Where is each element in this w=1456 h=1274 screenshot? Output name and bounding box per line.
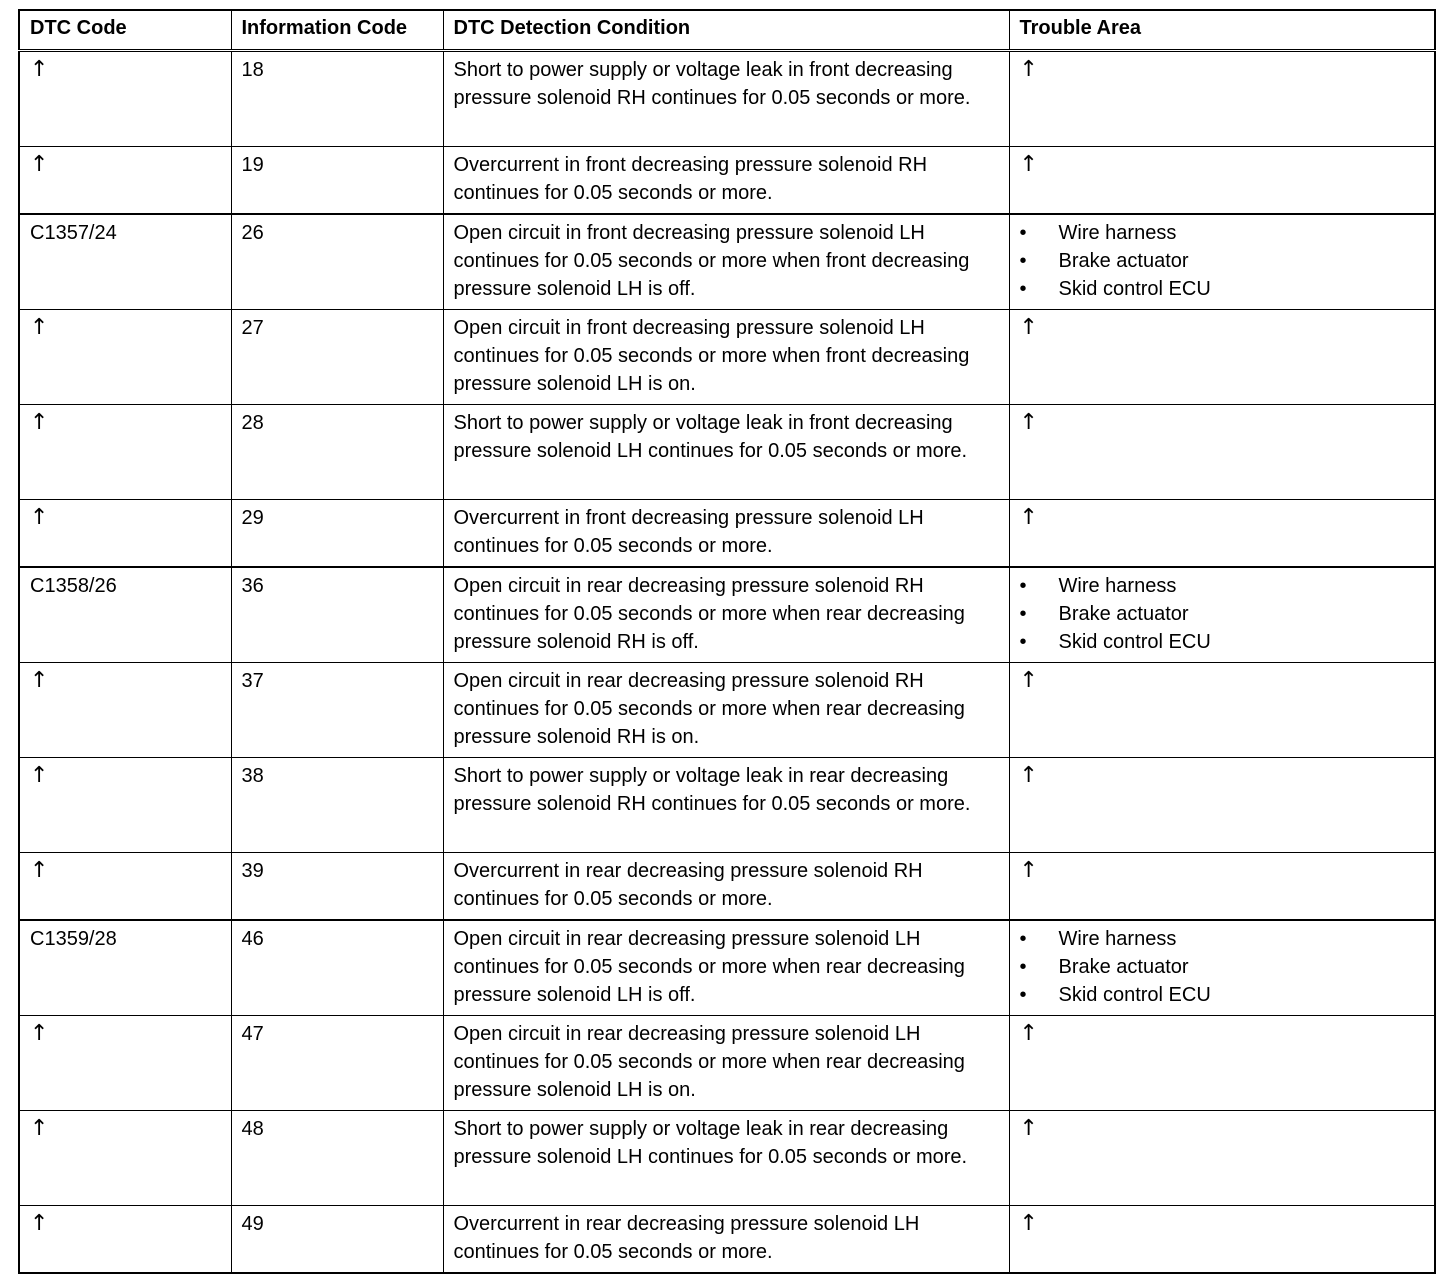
table-row (19, 920, 1435, 1016)
cell-dtc-code (19, 1206, 231, 1274)
cell-dtc-code (19, 920, 231, 1016)
trouble-area-list (1020, 925, 1425, 1009)
cell-detection-condition: Overcurrent in front decreasing pressure solenoid LH continues for 0.05 seconds or more. (443, 500, 1009, 568)
cell-information-code: 39 (231, 853, 443, 921)
cell-detection-condition: Open circuit in front decreasing pressure solenoid LH continues for 0.05 seconds or more when front decreasing pressure solenoid LH is off. (443, 214, 1009, 310)
same-as-above-arrow-icon: ↑ (1019, 763, 1038, 788)
table-row (19, 310, 1435, 405)
same-as-above-arrow-icon: ↑ (1019, 57, 1038, 82)
trouble-area-label: Brake actuator (1058, 603, 1189, 625)
cell-dtc-code (19, 1016, 231, 1111)
trouble-area-item (1020, 572, 1425, 600)
bullet-icon: • (1019, 984, 1027, 1006)
same-as-above-arrow-icon: ↑ (1019, 1211, 1038, 1236)
cell-dtc-code (19, 214, 231, 310)
header-information-code: Information Code (231, 10, 443, 51)
cell-dtc-code (19, 567, 231, 663)
table-body (19, 51, 1435, 1274)
dtc-code-text: C1359/28 (30, 928, 117, 950)
cell-trouble-area (1009, 214, 1435, 310)
trouble-area-item (1020, 600, 1425, 628)
table-row (19, 1111, 1435, 1206)
cell-detection-condition: Overcurrent in rear decreasing pressure solenoid RH continues for 0.05 seconds or more. (443, 853, 1009, 921)
header-dtc-code: DTC Code (19, 10, 231, 51)
cell-information-code: 46 (231, 920, 443, 1016)
trouble-area-item (1020, 275, 1425, 303)
cell-detection-condition: Overcurrent in front decreasing pressure solenoid RH continues for 0.05 seconds or more. (443, 147, 1009, 215)
cell-trouble-area (1009, 51, 1435, 147)
same-as-above-arrow-icon: ↑ (1019, 1021, 1038, 1046)
cell-detection-condition: Open circuit in rear decreasing pressure solenoid LH continues for 0.05 seconds or more when rear decreasing pressure solenoid LH is on. (443, 1016, 1009, 1111)
trouble-area-label: Brake actuator (1058, 250, 1189, 272)
cell-information-code: 29 (231, 500, 443, 568)
trouble-area-label: Skid control ECU (1058, 631, 1211, 653)
table-row (19, 147, 1435, 215)
cell-information-code: 18 (231, 51, 443, 147)
bullet-icon: • (1019, 603, 1027, 625)
trouble-area-item (1020, 981, 1425, 1009)
cell-dtc-code (19, 310, 231, 405)
same-as-above-arrow-icon: ↑ (1019, 505, 1038, 530)
same-as-above-arrow-icon: ↑ (1019, 858, 1038, 883)
same-as-above-arrow-icon: ↑ (1019, 1116, 1038, 1141)
same-as-above-arrow-icon: ↑ (30, 668, 49, 693)
trouble-area-item (1020, 953, 1425, 981)
cell-dtc-code (19, 758, 231, 853)
table-row (19, 1206, 1435, 1274)
bullet-icon: • (1019, 956, 1027, 978)
table-row (19, 51, 1435, 147)
table-row (19, 758, 1435, 853)
cell-dtc-code (19, 51, 231, 147)
cell-trouble-area (1009, 1206, 1435, 1274)
table-row (19, 663, 1435, 758)
trouble-area-item (1020, 628, 1425, 656)
trouble-area-label: Brake actuator (1058, 956, 1189, 978)
same-as-above-arrow-icon: ↑ (1019, 315, 1038, 340)
cell-trouble-area (1009, 1016, 1435, 1111)
same-as-above-arrow-icon: ↑ (30, 1116, 49, 1141)
dtc-table (18, 9, 1436, 1274)
bullet-icon: • (1019, 575, 1027, 597)
cell-detection-condition: Short to power supply or voltage leak in rear decreasing pressure solenoid RH continues for 0.05 seconds or more. (443, 758, 1009, 853)
trouble-area-label: Wire harness (1058, 575, 1177, 597)
cell-trouble-area (1009, 1111, 1435, 1206)
bullet-icon: • (1019, 278, 1027, 300)
cell-information-code: 49 (231, 1206, 443, 1274)
cell-detection-condition: Short to power supply or voltage leak in front decreasing pressure solenoid LH continues for 0.05 seconds or more. (443, 405, 1009, 500)
table-header (19, 10, 1435, 51)
table-row (19, 1016, 1435, 1111)
bullet-icon: • (1019, 928, 1027, 950)
cell-information-code: 19 (231, 147, 443, 215)
cell-detection-condition: Open circuit in rear decreasing pressure solenoid LH continues for 0.05 seconds or more when rear decreasing pressure solenoid LH is off. (443, 920, 1009, 1016)
same-as-above-arrow-icon: ↑ (30, 1021, 49, 1046)
table-row (19, 567, 1435, 663)
table-row (19, 853, 1435, 921)
cell-trouble-area (1009, 310, 1435, 405)
cell-trouble-area (1009, 853, 1435, 921)
cell-detection-condition: Open circuit in front decreasing pressure solenoid LH continues for 0.05 seconds or more when front decreasing pressure solenoid LH is on. (443, 310, 1009, 405)
cell-dtc-code (19, 853, 231, 921)
header-row (19, 10, 1435, 51)
trouble-area-label: Wire harness (1058, 928, 1177, 950)
cell-trouble-area (1009, 147, 1435, 215)
cell-information-code: 38 (231, 758, 443, 853)
cell-trouble-area (1009, 663, 1435, 758)
table-row (19, 214, 1435, 310)
same-as-above-arrow-icon: ↑ (30, 152, 49, 177)
same-as-above-arrow-icon: ↑ (30, 858, 49, 883)
same-as-above-arrow-icon: ↑ (30, 505, 49, 530)
cell-information-code: 27 (231, 310, 443, 405)
cell-detection-condition: Short to power supply or voltage leak in rear decreasing pressure solenoid LH continues for 0.05 seconds or more. (443, 1111, 1009, 1206)
cell-information-code: 28 (231, 405, 443, 500)
cell-dtc-code (19, 1111, 231, 1206)
cell-dtc-code (19, 405, 231, 500)
trouble-area-item (1020, 219, 1425, 247)
same-as-above-arrow-icon: ↑ (30, 57, 49, 82)
header-trouble-area: Trouble Area (1009, 10, 1435, 51)
cell-trouble-area (1009, 920, 1435, 1016)
dtc-code-text: C1357/24 (30, 222, 117, 244)
same-as-above-arrow-icon: ↑ (1019, 668, 1038, 693)
cell-dtc-code (19, 500, 231, 568)
table-row (19, 500, 1435, 568)
table-row (19, 405, 1435, 500)
cell-trouble-area (1009, 567, 1435, 663)
bullet-icon: • (1019, 250, 1027, 272)
cell-detection-condition: Short to power supply or voltage leak in front decreasing pressure solenoid RH continues for 0.05 seconds or more. (443, 51, 1009, 147)
cell-information-code: 47 (231, 1016, 443, 1111)
header-detection-condition: DTC Detection Condition (443, 10, 1009, 51)
cell-detection-condition: Open circuit in rear decreasing pressure solenoid RH continues for 0.05 seconds or more when rear decreasing pressure solenoid RH is on. (443, 663, 1009, 758)
dtc-code-text: C1358/26 (30, 575, 117, 597)
trouble-area-list (1020, 219, 1425, 303)
bullet-icon: • (1019, 631, 1027, 653)
cell-trouble-area (1009, 758, 1435, 853)
trouble-area-list (1020, 572, 1425, 656)
bullet-icon: • (1019, 222, 1027, 244)
trouble-area-label: Skid control ECU (1058, 278, 1211, 300)
trouble-area-item (1020, 925, 1425, 953)
cell-information-code: 37 (231, 663, 443, 758)
trouble-area-label: Wire harness (1058, 222, 1177, 244)
trouble-area-item (1020, 247, 1425, 275)
cell-detection-condition: Overcurrent in rear decreasing pressure solenoid LH continues for 0.05 seconds or more. (443, 1206, 1009, 1274)
same-as-above-arrow-icon: ↑ (30, 315, 49, 340)
cell-information-code: 36 (231, 567, 443, 663)
cell-trouble-area (1009, 500, 1435, 568)
same-as-above-arrow-icon: ↑ (30, 763, 49, 788)
trouble-area-label: Skid control ECU (1058, 984, 1211, 1006)
cell-trouble-area (1009, 405, 1435, 500)
cell-dtc-code (19, 663, 231, 758)
cell-information-code: 48 (231, 1111, 443, 1206)
same-as-above-arrow-icon: ↑ (1019, 152, 1038, 177)
cell-information-code: 26 (231, 214, 443, 310)
cell-detection-condition: Open circuit in rear decreasing pressure solenoid RH continues for 0.05 seconds or more when rear decreasing pressure solenoid RH is off. (443, 567, 1009, 663)
same-as-above-arrow-icon: ↑ (1019, 410, 1038, 435)
cell-dtc-code (19, 147, 231, 215)
same-as-above-arrow-icon: ↑ (30, 410, 49, 435)
same-as-above-arrow-icon: ↑ (30, 1211, 49, 1236)
